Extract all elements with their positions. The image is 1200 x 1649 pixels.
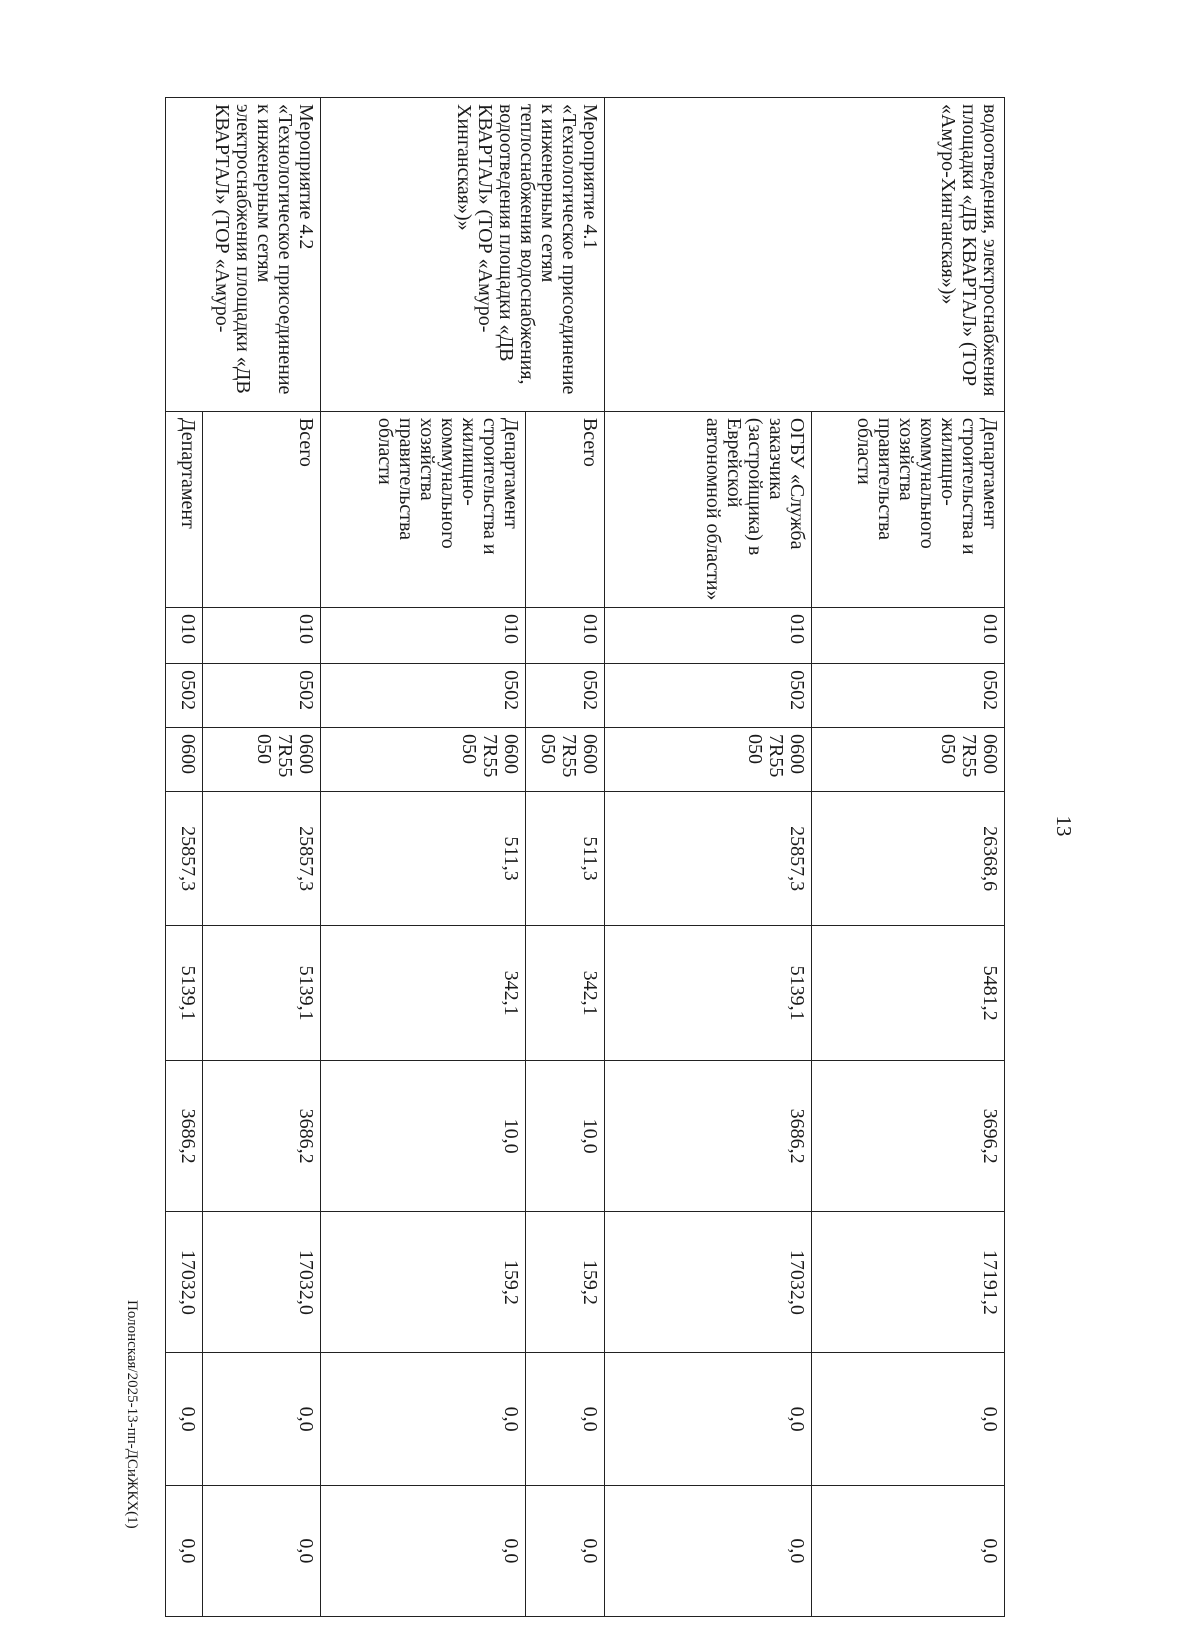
executor-cell: Департамент строительства и жилищно-коммунального хозяйства правительства области xyxy=(811,411,1004,607)
grbs-cell: 010 xyxy=(811,608,1004,664)
year-cell: 5481,2 xyxy=(811,926,1004,1061)
total-cell: 511,3 xyxy=(526,791,605,926)
year-cell: 0,0 xyxy=(320,1485,525,1616)
csr-cell: 0600 7R55 050 xyxy=(604,727,811,791)
rzpr-cell: 0502 xyxy=(811,664,1004,728)
year-cell: 3686,2 xyxy=(203,1060,321,1211)
year-cell: 3686,2 xyxy=(166,1060,203,1211)
year-cell: 0,0 xyxy=(203,1353,321,1485)
grbs-cell: 010 xyxy=(526,608,605,664)
year-cell: 0,0 xyxy=(526,1353,605,1485)
year-cell: 0,0 xyxy=(166,1353,203,1485)
table-row xyxy=(811,98,1004,1617)
table-row xyxy=(203,98,321,1617)
year-cell: 342,1 xyxy=(526,926,605,1061)
year-cell: 5139,1 xyxy=(604,926,811,1061)
executor-cell: Всего xyxy=(203,411,321,607)
year-cell: 3696,2 xyxy=(811,1060,1004,1211)
year-cell: 17032,0 xyxy=(203,1212,321,1353)
rzpr-cell: 0502 xyxy=(203,664,321,728)
year-cell: 10,0 xyxy=(526,1060,605,1211)
rzpr-cell: 0502 xyxy=(604,664,811,728)
year-cell: 159,2 xyxy=(320,1212,525,1353)
rzpr-cell: 0502 xyxy=(526,664,605,728)
total-cell: 511,3 xyxy=(320,791,525,926)
csr-cell: 0600 7R55 050 xyxy=(203,727,321,791)
measure-name-cell: водоотведения, электроснабжения площадки «ДВ КВАРТАЛ» (ТОР «Амуро-Хинганская»)» xyxy=(604,98,1004,412)
year-cell: 17191,2 xyxy=(811,1212,1004,1353)
year-cell: 0,0 xyxy=(811,1353,1004,1485)
year-cell: 0,0 xyxy=(526,1485,605,1616)
year-cell: 5139,1 xyxy=(166,926,203,1061)
year-cell: 0,0 xyxy=(203,1485,321,1616)
year-cell: 0,0 xyxy=(320,1353,525,1485)
year-cell: 5139,1 xyxy=(203,926,321,1061)
year-cell: 3686,2 xyxy=(604,1060,811,1211)
measure-name-cell: Мероприятие 4.2 «Технологическое присоединение к инженерным сетям электроснабжения площадки «ДВ КВАРТАЛ» (ТОР «Амуро- xyxy=(166,98,321,412)
year-cell: 342,1 xyxy=(320,926,525,1061)
csr-cell: 0600 7R55 050 xyxy=(811,727,1004,791)
rzpr-cell: 0502 xyxy=(166,664,203,728)
csr-cell: 0600 7R55 050 xyxy=(526,727,605,791)
year-cell: 0,0 xyxy=(811,1485,1004,1616)
total-cell: 26368,6 xyxy=(811,791,1004,926)
year-cell: 0,0 xyxy=(166,1485,203,1616)
executor-cell: Всего xyxy=(526,411,605,607)
table-row xyxy=(526,98,605,1617)
grbs-cell: 010 xyxy=(166,608,203,664)
year-cell: 159,2 xyxy=(526,1212,605,1353)
year-cell: 0,0 xyxy=(604,1485,811,1616)
year-cell: 10,0 xyxy=(320,1060,525,1211)
page-number: 13 xyxy=(1052,815,1076,837)
rzpr-cell: 0502 xyxy=(320,664,525,728)
year-cell: 0,0 xyxy=(604,1353,811,1485)
total-cell: 25857,3 xyxy=(166,791,203,926)
csr-cell: 0600 7R55 050 xyxy=(320,727,525,791)
document-reference: Полонская/2025-13-пп-ДСиЖКХ(1) xyxy=(124,1300,140,1529)
measure-name-cell: Мероприятие 4.1 «Технологическое присоединение к инженерным сетям теплоснабжения водоснабжения, водоотведения площадки «ДВ КВАРТАЛ» (ТОР «Амуро-Хинганская»)» xyxy=(320,98,604,412)
year-cell: 17032,0 xyxy=(166,1212,203,1353)
executor-cell: Департамент строительства и жилищно-коммунального хозяйства правительства области xyxy=(320,411,525,607)
csr-cell: 0600 xyxy=(166,727,203,791)
executor-cell: Департамент xyxy=(166,411,203,607)
budget-table xyxy=(165,97,1005,1617)
grbs-cell: 010 xyxy=(203,608,321,664)
total-cell: 25857,3 xyxy=(604,791,811,926)
executor-cell: ОГБУ «Служба заказчика (застройщика) в Еврейской автономной области» xyxy=(604,411,811,607)
total-cell: 25857,3 xyxy=(203,791,321,926)
grbs-cell: 010 xyxy=(604,608,811,664)
year-cell: 17032,0 xyxy=(604,1212,811,1353)
grbs-cell: 010 xyxy=(320,608,525,664)
